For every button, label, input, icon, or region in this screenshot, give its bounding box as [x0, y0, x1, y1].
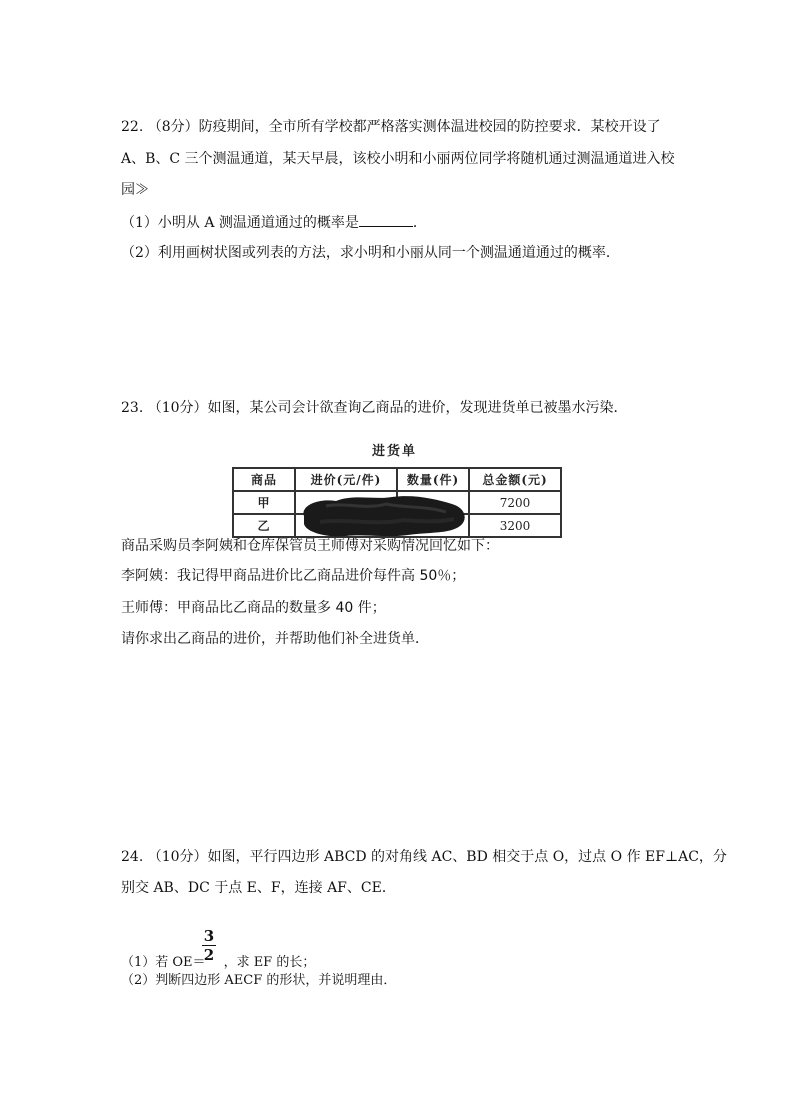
q24-part-1-text: （1）若 OE＝ [121, 955, 206, 970]
invoice-header-goods: 商品 [233, 468, 295, 491]
fraction-numerator: 3 [203, 927, 215, 945]
q24-part-1-end: ，求 EF 的长； [223, 955, 316, 970]
q22-part-2: （2）利用画树状图或列表的方法，求小明和小丽从同一个测温通道通过的概率． [121, 245, 620, 261]
answer-blank [359, 213, 413, 227]
invoice-header-quantity: 数量(件) [397, 468, 469, 491]
q23-line-5: 请你求出乙商品的进价，并帮助他们补全进货单． [121, 631, 429, 647]
invoice-title: 进货单 [372, 444, 418, 459]
invoice-header-row [233, 468, 561, 491]
q24-line-1: 24. （10分）如图，平行四边形 ABCD 的对角线 AC、BD 相交于点 O，过点 O 作 EF⊥AC，分 [121, 849, 727, 865]
q24-part-1 [121, 954, 315, 972]
q23-line-3: 李阿姨：我记得甲商品进价比乙商品进价每件高 50％； [121, 568, 466, 584]
invoice-goods-name: 乙 [233, 514, 295, 537]
invoice-total-cell: 7200 [469, 491, 561, 514]
q24-line-2: 别交 AB、DC 于点 E、F，连接 AF、CE． [121, 880, 396, 896]
q22-part-1-text: （1）小明从 A 测温通道通过的概率是 [121, 215, 359, 231]
fraction-denominator: 2 [203, 946, 215, 964]
q24-part-2: （2）判断四边形 AECF 的形状，并说明理由． [121, 973, 397, 988]
q23-line-4: 王师傅：甲商品比乙商品的数量多 40 件； [121, 600, 386, 616]
invoice-goods-name: 甲 [233, 491, 295, 514]
invoice-total-cell: 3200 [469, 514, 561, 537]
q23-line-2: 商品采购员李阿姨和仓库保管员王师傅对采购情况回忆如下： [121, 538, 499, 554]
invoice-header-total: 总金额(元) [469, 468, 561, 491]
q22-part-1-end: ． [412, 215, 427, 231]
invoice-header-price: 进价(元/件) [295, 468, 397, 491]
q22-part-1 [121, 213, 427, 232]
q22-line-2: A、B、C 三个测温通道，某天早晨，该校小明和小丽两位同学将随机通过测温通道进入校 [121, 151, 675, 167]
ink-stain-icon [296, 492, 468, 538]
q23-line-1: 23. （10分）如图，某公司会计欲查询乙商品的进价，发现进货单已被墨水污染． [121, 400, 628, 416]
q22-line-3: 园≫ [121, 182, 149, 198]
q22-line-1: 22. （8分）防疫期间，全市所有学校都严格落实测体温进校园的防控要求．某校开设了 [121, 119, 661, 135]
